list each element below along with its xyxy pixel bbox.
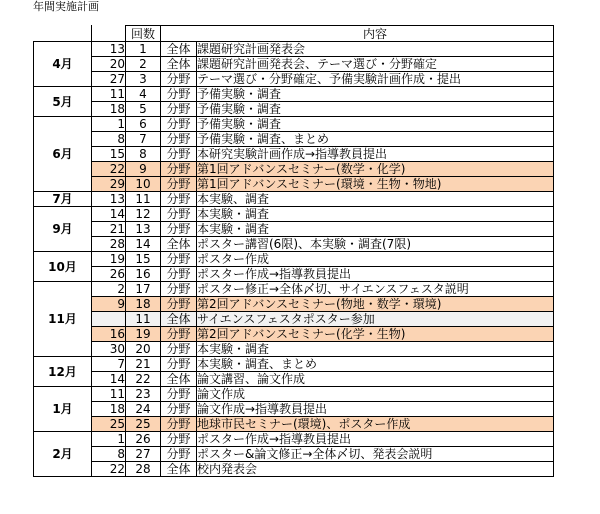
scope-cell: 分野 — [161, 162, 197, 177]
content-cell: 第2回アドバンスセミナー(化学・生物) — [197, 327, 554, 342]
table-row — [34, 282, 554, 297]
number-cell: 20 — [126, 342, 161, 357]
table-row — [34, 162, 554, 177]
month-cell: 2月 — [34, 432, 92, 477]
scope-cell: 分野 — [161, 117, 197, 132]
content-cell: ポスター修正→全体〆切、サイエンスフェスタ説明 — [197, 282, 554, 297]
day-cell: 13 — [92, 192, 126, 207]
table-row — [34, 87, 554, 102]
number-cell: 16 — [126, 267, 161, 282]
day-cell: 30 — [92, 342, 126, 357]
content-cell: 地球市民セミナー(環境)、ポスター作成 — [197, 417, 554, 432]
month-cell: 10月 — [34, 252, 92, 282]
table-row — [34, 447, 554, 462]
number-cell: 21 — [126, 357, 161, 372]
number-cell: 1 — [126, 42, 161, 57]
table-row — [34, 147, 554, 162]
number-cell: 11 — [126, 192, 161, 207]
content-cell: 予備実験・調査、まとめ — [197, 132, 554, 147]
scope-cell: 分野 — [161, 432, 197, 447]
number-cell: 25 — [126, 417, 161, 432]
table-row — [34, 117, 554, 132]
day-cell: 22 — [92, 462, 126, 477]
number-cell: 3 — [126, 72, 161, 87]
month-cell: 9月 — [34, 207, 92, 252]
content-cell: 本実験・調査 — [197, 207, 554, 222]
number-cell: 4 — [126, 87, 161, 102]
month-cell: 6月 — [34, 117, 92, 192]
number-cell: 14 — [126, 237, 161, 252]
number-cell: 10 — [126, 177, 161, 192]
month-cell: 4月 — [34, 42, 92, 87]
content-cell: 校内発表会 — [197, 462, 554, 477]
schedule-body — [34, 42, 554, 477]
scope-cell: 分野 — [161, 177, 197, 192]
content-cell: 本実験・調査 — [197, 342, 554, 357]
day-cell: 16 — [92, 327, 126, 342]
day-cell: 13 — [92, 42, 126, 57]
number-cell: 7 — [126, 132, 161, 147]
table-row — [34, 342, 554, 357]
scope-cell: 分野 — [161, 192, 197, 207]
table-row — [34, 237, 554, 252]
month-cell: 7月 — [34, 192, 92, 207]
content-cell: 本実験、調査 — [197, 192, 554, 207]
day-cell: 21 — [92, 222, 126, 237]
table-row — [34, 432, 554, 447]
scope-cell: 分野 — [161, 252, 197, 267]
content-cell: 課題研究計画発表会、テーマ選び・分野確定 — [197, 57, 554, 72]
scope-cell: 全体 — [161, 372, 197, 387]
day-cell: 8 — [92, 132, 126, 147]
table-row — [34, 192, 554, 207]
number-cell: 15 — [126, 252, 161, 267]
schedule-table — [33, 25, 554, 477]
scope-cell: 分野 — [161, 222, 197, 237]
number-cell: 24 — [126, 402, 161, 417]
content-cell: テーマ選び・分野確定、予備実験計画作成・提出 — [197, 72, 554, 87]
scope-cell: 分野 — [161, 387, 197, 402]
month-cell: 1月 — [34, 387, 92, 432]
scope-cell: 分野 — [161, 342, 197, 357]
scope-cell: 分野 — [161, 402, 197, 417]
scope-cell: 分野 — [161, 327, 197, 342]
table-row — [34, 462, 554, 477]
scope-cell: 分野 — [161, 72, 197, 87]
content-cell: 予備実験・調査 — [197, 102, 554, 117]
day-cell: 14 — [92, 207, 126, 222]
scope-cell: 全体 — [161, 57, 197, 72]
table-row — [34, 132, 554, 147]
table-row — [34, 57, 554, 72]
table-row — [34, 252, 554, 267]
content-cell: 第1回アドバンスセミナー(数学・化学) — [197, 162, 554, 177]
day-cell: 28 — [92, 237, 126, 252]
day-cell: 22 — [92, 162, 126, 177]
day-cell: 11 — [92, 387, 126, 402]
number-cell: 11 — [126, 312, 161, 327]
day-cell: 1 — [92, 117, 126, 132]
number-cell: 19 — [126, 327, 161, 342]
scope-cell: 分野 — [161, 132, 197, 147]
scope-cell: 分野 — [161, 417, 197, 432]
content-cell: ポスター講習(6限)、本実験・調査(7限) — [197, 237, 554, 252]
scope-cell: 分野 — [161, 87, 197, 102]
number-cell: 2 — [126, 57, 161, 72]
content-cell: 予備実験・調査 — [197, 117, 554, 132]
scope-cell: 分野 — [161, 207, 197, 222]
day-cell: 1 — [92, 432, 126, 447]
day-cell: 29 — [92, 177, 126, 192]
day-cell: 2 — [92, 282, 126, 297]
scope-cell: 分野 — [161, 357, 197, 372]
scope-cell: 分野 — [161, 282, 197, 297]
scope-cell: 分野 — [161, 147, 197, 162]
scope-cell: 分野 — [161, 267, 197, 282]
content-cell: 論文作成→指導教員提出 — [197, 402, 554, 417]
table-row — [34, 267, 554, 282]
table-row — [34, 312, 554, 327]
number-cell: 23 — [126, 387, 161, 402]
table-header-row — [34, 26, 554, 42]
table-row — [34, 357, 554, 372]
scope-cell: 分野 — [161, 297, 197, 312]
header-kai: 回数 — [126, 26, 161, 42]
table-row — [34, 327, 554, 342]
day-cell: 11 — [92, 87, 126, 102]
scope-cell: 全体 — [161, 312, 197, 327]
scope-cell: 分野 — [161, 102, 197, 117]
month-cell: 12月 — [34, 357, 92, 387]
day-cell: 18 — [92, 102, 126, 117]
number-cell: 9 — [126, 162, 161, 177]
scope-cell: 分野 — [161, 447, 197, 462]
number-cell: 12 — [126, 207, 161, 222]
table-row — [34, 42, 554, 57]
content-cell: 第1回アドバンスセミナー(環境・生物・物地) — [197, 177, 554, 192]
scope-cell: 全体 — [161, 462, 197, 477]
content-cell: 論文作成 — [197, 387, 554, 402]
number-cell: 17 — [126, 282, 161, 297]
day-cell: 27 — [92, 72, 126, 87]
number-cell: 18 — [126, 297, 161, 312]
table-row — [34, 207, 554, 222]
month-cell: 11月 — [34, 282, 92, 357]
content-cell: ポスター作成→指導教員提出 — [197, 432, 554, 447]
content-cell: ポスター&論文修正→全体〆切、発表会説明 — [197, 447, 554, 462]
content-cell: 論文講習、論文作成 — [197, 372, 554, 387]
table-row — [34, 177, 554, 192]
number-cell: 6 — [126, 117, 161, 132]
day-cell: 26 — [92, 267, 126, 282]
day-cell: 25 — [92, 417, 126, 432]
page-title: 年間実施計画 — [33, 0, 99, 13]
content-cell: 課題研究計画発表会 — [197, 42, 554, 57]
table-row — [34, 387, 554, 402]
number-cell: 8 — [126, 147, 161, 162]
content-cell: 第2回アドバンスセミナー(物地・数学・環境) — [197, 297, 554, 312]
day-cell: 7 — [92, 357, 126, 372]
day-cell: 18 — [92, 402, 126, 417]
table-row — [34, 72, 554, 87]
scope-cell: 全体 — [161, 237, 197, 252]
content-cell: ポスター作成→指導教員提出 — [197, 267, 554, 282]
day-cell: 8 — [92, 447, 126, 462]
day-cell: 15 — [92, 147, 126, 162]
day-cell: 9 — [92, 297, 126, 312]
day-cell: 14 — [92, 372, 126, 387]
day-cell: 19 — [92, 252, 126, 267]
table-row — [34, 417, 554, 432]
day-cell: 20 — [92, 57, 126, 72]
number-cell: 28 — [126, 462, 161, 477]
number-cell: 22 — [126, 372, 161, 387]
table-row — [34, 372, 554, 387]
table-row — [34, 102, 554, 117]
content-cell: 予備実験・調査 — [197, 87, 554, 102]
number-cell: 13 — [126, 222, 161, 237]
content-cell: 本研究実験計画作成→指導教員提出 — [197, 147, 554, 162]
month-cell: 5月 — [34, 87, 92, 117]
content-cell: 本実験・調査、まとめ — [197, 357, 554, 372]
table-row — [34, 297, 554, 312]
number-cell: 26 — [126, 432, 161, 447]
content-cell: 本実験・調査 — [197, 222, 554, 237]
content-cell: サイエンスフェスタポスター参加 — [197, 312, 554, 327]
day-cell — [92, 312, 126, 327]
header-naiyou: 内容 — [197, 26, 554, 42]
number-cell: 5 — [126, 102, 161, 117]
scope-cell: 全体 — [161, 42, 197, 57]
table-row — [34, 402, 554, 417]
table-row — [34, 222, 554, 237]
number-cell: 27 — [126, 447, 161, 462]
content-cell: ポスター作成 — [197, 252, 554, 267]
